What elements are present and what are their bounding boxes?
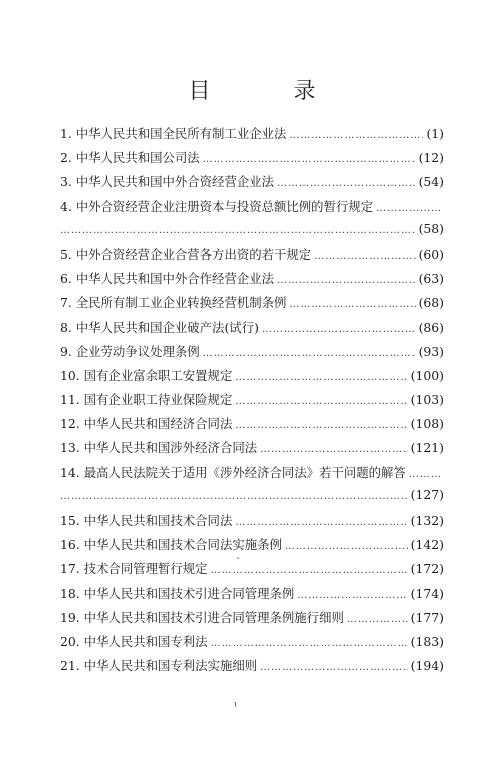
toc-entry-label: 21. 中华人民共和国专利法实施细则	[60, 658, 258, 674]
dot-leader	[262, 324, 416, 335]
toc-entry-label: 8. 中华人民共和国企业破产法(试行)	[60, 319, 259, 335]
toc-page-number: (194)	[410, 658, 444, 674]
toc-page-number: (93)	[418, 343, 444, 359]
toc-entry-4	[60, 197, 444, 245]
toc-page-number: (183)	[410, 633, 444, 649]
toc-page-number: (121)	[410, 440, 444, 456]
toc-page-number: (108)	[410, 416, 444, 432]
toc-page-number: (127)	[410, 486, 444, 502]
dot-leader	[347, 614, 408, 625]
dot-leader	[409, 469, 441, 480]
toc-entry-label: 16. 中华人民共和国技术合同法实施条例	[60, 537, 282, 553]
dot-leader	[203, 348, 416, 359]
toc-page-number: (63)	[418, 271, 444, 287]
toc-entry-label: 2. 中华人民共和国公司法	[60, 150, 200, 166]
toc-entry-label: 7. 全民所有制工业企业转换经营机制条例	[60, 295, 287, 311]
toc-entry-label: 9. 企业劳动争议处理条例	[60, 343, 200, 359]
dot-leader	[376, 203, 441, 214]
toc-entry-7	[60, 293, 444, 317]
toc-entry-13	[60, 438, 444, 462]
dot-leader	[260, 444, 408, 455]
toc-entry-6	[60, 269, 444, 293]
dot-leader	[60, 491, 408, 502]
dot-leader	[235, 396, 407, 407]
dot-leader	[314, 251, 415, 262]
dot-leader	[211, 638, 408, 649]
toc-page-number: (100)	[410, 367, 444, 383]
toc-entry-label: 18. 中华人民共和国技术引进合同管理条例	[60, 585, 295, 601]
toc-page-number: (174)	[410, 585, 444, 601]
toc-entry-label: 11. 国有企业职工待业保险规定	[60, 392, 233, 408]
dot-leader	[211, 565, 408, 576]
toc-entry-label: 1. 中华人民共和国全民所有制工业企业法	[60, 126, 287, 141]
toc-entry-label: 14. 最高人民法院关于适用《涉外经济合同法》若干问题的解答	[60, 464, 406, 480]
toc-page-number: (172)	[410, 561, 444, 577]
dot-leader	[235, 420, 407, 431]
toc-page-number: (142)	[410, 537, 444, 553]
toc-page-number: (177)	[410, 609, 444, 625]
toc-entry-1	[60, 124, 444, 148]
dot-leader	[277, 275, 416, 286]
toc-entry-16	[60, 535, 444, 559]
toc-entry-label: 15. 中华人民共和国技术合同法	[60, 513, 233, 529]
toc-page-number: (103)	[410, 392, 444, 408]
dot-leader	[297, 590, 407, 601]
toc-entry-15	[60, 511, 444, 535]
toc-entry-21	[60, 656, 444, 680]
dot-leader	[285, 541, 408, 552]
dot-leader	[235, 517, 407, 528]
toc-entry-label: 6. 中华人民共和国中外合作经营企业法	[60, 271, 275, 287]
toc-entry-17	[60, 559, 444, 583]
toc-entry-11	[60, 390, 444, 414]
toc-entry-label: 3. 中华人民共和国中外合资经营企业法	[60, 174, 275, 190]
toc-page-number: (86)	[418, 319, 444, 335]
toc-page-number: (132)	[410, 513, 444, 529]
toc-entry-18	[60, 584, 444, 608]
toc-entry-label: 19. 中华人民共和国技术引进合同管理条例施行细则	[60, 609, 344, 625]
toc-entry-3	[60, 172, 444, 196]
toc-entry-10	[60, 366, 444, 390]
dot-leader	[277, 178, 416, 189]
dot-leader	[289, 299, 415, 310]
toc-entry-5	[60, 245, 444, 269]
toc-entry-14	[60, 463, 444, 511]
toc-entry-label: 13. 中华人民共和国涉外经济合同法	[60, 440, 258, 456]
toc-entry-label: 12. 中华人民共和国经济合同法	[60, 416, 233, 432]
dot-leader	[235, 372, 407, 383]
page-footer-mark: ɩ	[234, 700, 238, 710]
dot-leader	[60, 225, 416, 236]
toc-page-number: (58)	[418, 220, 444, 236]
toc-entry-label: 20. 中华人民共和国专利法	[60, 633, 208, 649]
toc-entry-19	[60, 608, 444, 632]
toc-entry-label: 4. 中外合资经营企业注册资本与投资总额比例的暂行规定	[60, 198, 374, 214]
print-speck: ˇ	[236, 557, 240, 566]
toc-page-number: (1)	[426, 126, 444, 141]
toc-entry-20	[60, 632, 444, 656]
toc-entry-12	[60, 414, 444, 438]
toc-entry-9	[60, 342, 444, 366]
toc-entry-label: 10. 国有企业富余职工安置规定	[60, 367, 233, 383]
dot-leader	[260, 662, 408, 673]
toc-entry-label: 17. 技术合同管理暂行规定	[60, 561, 208, 577]
dot-leader	[203, 154, 416, 165]
toc-page-number: (12)	[418, 150, 444, 166]
table-of-contents	[60, 124, 444, 680]
toc-page-number: (68)	[418, 295, 444, 311]
toc-page-number: (54)	[418, 174, 444, 190]
toc-page-number: (60)	[418, 246, 444, 262]
toc-entry-label: 5. 中外合资经营企业合营各方出资的若干规定	[60, 246, 312, 262]
toc-entry-8	[60, 318, 444, 342]
toc-entry-2	[60, 148, 444, 172]
page-title: 目 录	[188, 79, 354, 104]
dot-leader	[289, 130, 423, 141]
